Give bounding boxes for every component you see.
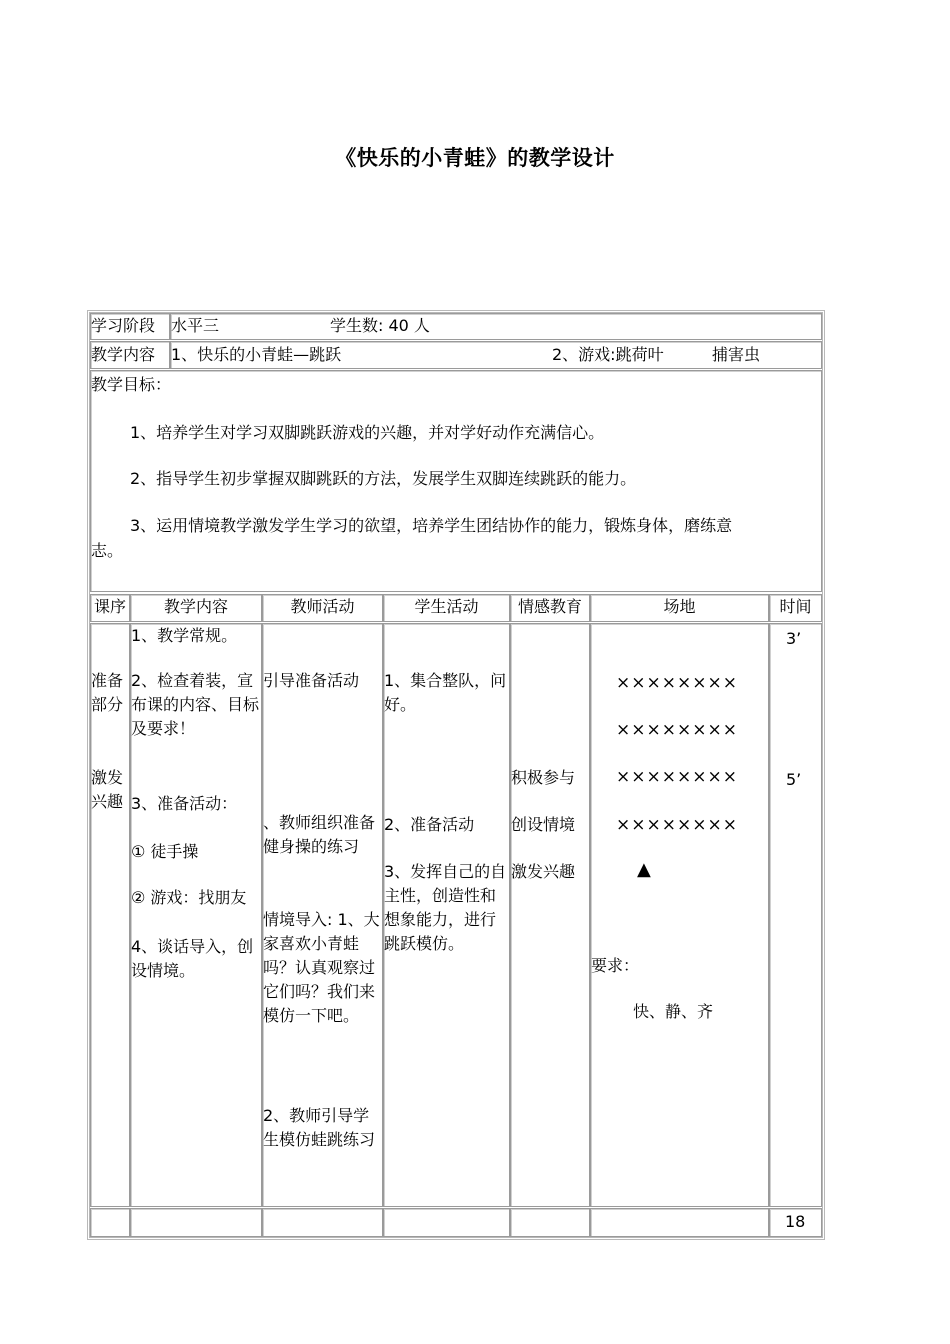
teacher-activity-4: 2、教师引导学生模仿蛙跳练习 [263, 1106, 376, 1149]
formation-row-2: ×××××××× [616, 720, 738, 740]
body-cell-time [769, 623, 822, 1207]
formation-row-1: ×××××××× [616, 673, 738, 693]
content-step-1: 1、教学常规。 [131, 626, 238, 645]
goals-label: 教学目标： [91, 375, 172, 394]
student-count: 学生数: 40 人 [330, 316, 430, 335]
content-item-1: 1、快乐的小青蛙—跳跃 [171, 345, 342, 364]
requirement-value: 快、静、齐 [633, 1002, 714, 1021]
footer-cell-emotion [510, 1208, 590, 1237]
content-step-3a: ① 徒手操 [131, 842, 199, 861]
sequence-interest-line-1: 激发 [91, 768, 124, 787]
student-activity-2: 2、准备活动 [384, 815, 475, 834]
stage-label: 学习阶段 [91, 316, 156, 335]
student-activity-3: 3、发挥自己的自主性，创造性和想象能力，进行跳跃模仿。 [384, 862, 507, 953]
sequence-part-line-1: 准备 [91, 671, 124, 690]
goal-item-3-line-2: 志。 [91, 541, 124, 560]
stage-value-cell [170, 313, 822, 340]
sequence-interest-line-2: 兴趣 [91, 792, 124, 811]
content-item-2: 2、游戏:跳荷叶 [552, 345, 664, 364]
content-step-3b: ② 游戏：找朋友 [131, 888, 247, 907]
page-title: 《快乐的小青蛙》的教学设计 [335, 146, 615, 170]
emotion-1: 积极参与 [511, 768, 576, 787]
time-2: 5’ [786, 770, 802, 789]
content-step-2: 2、检查着装，宣布课的内容、目标及要求！ [131, 671, 260, 738]
emotion-2: 创设情境 [511, 815, 576, 834]
col-header-field: 场地 [663, 597, 696, 616]
content-item-3: 捕害虫 [712, 345, 761, 364]
formation-row-3: ×××××××× [616, 767, 738, 787]
content-step-4: 4、谈话导入，创设情境。 [131, 937, 254, 980]
footer-cell-teacher [262, 1208, 383, 1237]
goal-item-2: 2、指导学生初步掌握双脚跳跃的方法，发展学生双脚连续跳跃的能力。 [130, 469, 637, 488]
footer-cell-sequence [90, 1208, 130, 1237]
col-header-teacher: 教师活动 [290, 597, 355, 616]
col-header-content: 教学内容 [163, 597, 228, 616]
emotion-3: 激发兴趣 [511, 862, 576, 881]
teacher-activity-2: 、教师组织准备健身操的练习 [263, 813, 376, 856]
teacher-activity-1: 引导准备活动 [263, 671, 360, 690]
footer-cell-content [130, 1208, 262, 1237]
body-cell-field [590, 623, 769, 1207]
footer-cell-field [590, 1208, 769, 1237]
footer-cell-student [383, 1208, 510, 1237]
student-activity-1: 1、集合整队，问好。 [384, 671, 507, 714]
body-cell-emotion [510, 623, 590, 1207]
goal-item-3-line-1: 3、运用情境教学激发学生学习的欲望，培养学生团结协作的能力，锻炼身体，磨练意 [130, 516, 733, 535]
col-header-emotion: 情感教育 [517, 597, 582, 616]
formation-row-4: ×××××××× [616, 815, 738, 835]
col-header-student: 学生活动 [414, 597, 479, 616]
requirement-label: 要求： [591, 956, 640, 975]
teacher-position-icon: ▲ [637, 859, 651, 880]
sequence-part-line-2: 部分 [91, 695, 124, 714]
col-header-time: 时间 [779, 597, 812, 616]
time-1: 3’ [786, 629, 802, 648]
col-header-sequence: 课序 [93, 597, 126, 616]
content-label: 教学内容 [91, 345, 156, 364]
content-step-3: 3、准备活动： [131, 794, 238, 813]
teacher-activity-3: 情境导入: 1、大家喜欢小青蛙吗？认真观察过它们吗？我们来模仿一下吧。 [263, 910, 380, 1025]
stage-value: 水平三 [171, 316, 220, 335]
goal-item-1: 1、培养学生对学习双脚跳跃游戏的兴趣，并对学好动作充满信心。 [130, 423, 605, 442]
time-total: 18 [785, 1212, 806, 1231]
